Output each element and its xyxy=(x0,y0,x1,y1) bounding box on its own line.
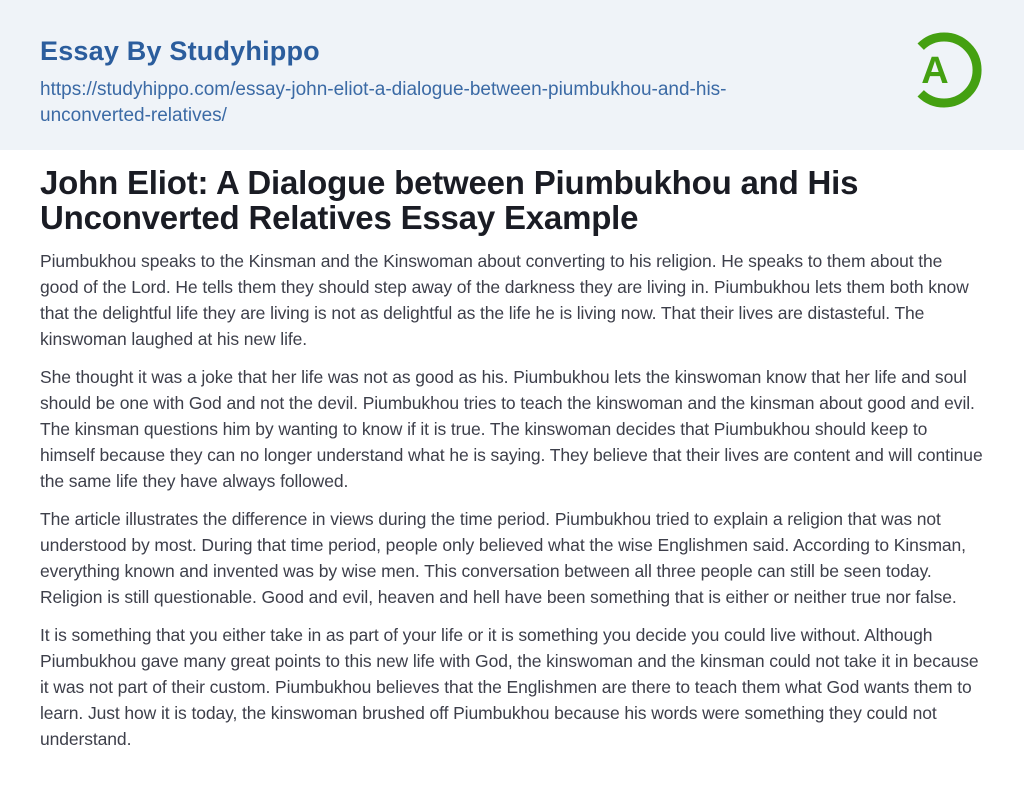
essay-title: John Eliot: A Dialogue between Piumbukhou and His Unconverted Relatives Essay Example xyxy=(40,164,859,236)
essay-paragraph: She thought it was a joke that her life was not as good as his. Piumbukhou lets the kinswoman know that her life and soul should be one with God and not the devil. Piumbukhou tries to teach the kinswoman and the kinsman about good and evil. The kinsman questions him by wanting to know if it is true. The kinswoman decides that Piumbukhou should keep to himself because they can no longer understand what he is saying. They believe that their lives are content and will continue the same life they have always followed. xyxy=(40,367,983,491)
studyhippo-logo-icon xyxy=(894,22,990,118)
site-title: Essay By Studyhippo xyxy=(40,36,320,66)
essay-body xyxy=(40,248,984,752)
essay-url-link[interactable]: https://studyhippo.com/essay-john-eliot-a-dialogue-between-piumbukhou-and-his-unconverted-relatives/ xyxy=(40,79,727,126)
essay-paragraph: Piumbukhou speaks to the Kinsman and the Kinswoman about converting to his religion. He speaks to them about the good of the Lord. He tells them they should step away of the darkness they are living in. Piumbukhou lets them both know that the delightful life they are living is not as delightful as the life he is living now. That their lives are distasteful. The kinswoman laughed at his new life. xyxy=(40,251,969,349)
logo-letter: A xyxy=(921,50,949,92)
site-header xyxy=(0,0,1024,150)
essay-content xyxy=(0,150,1024,752)
essay-paragraph: The article illustrates the difference in views during the time period. Piumbukhou tried to explain a religion that was not understood by most. During that time period, people only believed what the wise Englishmen said. According to Kinsman, everything known and invented was by wise men. This conversation between all three people can still be seen today. Religion is still questionable. Good and evil, heaven and hell have been something that is either or neither true nor false. xyxy=(40,509,966,607)
essay-paragraph: It is something that you either take in as part of your life or it is something you decide you could live without. Although Piumbukhou gave many great points to this new life with God, the kinswoman and the kinsman could not take it in because it was not part of their custom. Piumbukhou believes that the Englishmen are there to teach them what God wants them to learn. Just how it is today, the kinswoman brushed off Piumbukhou because his words were something they could not understand. xyxy=(40,625,979,749)
